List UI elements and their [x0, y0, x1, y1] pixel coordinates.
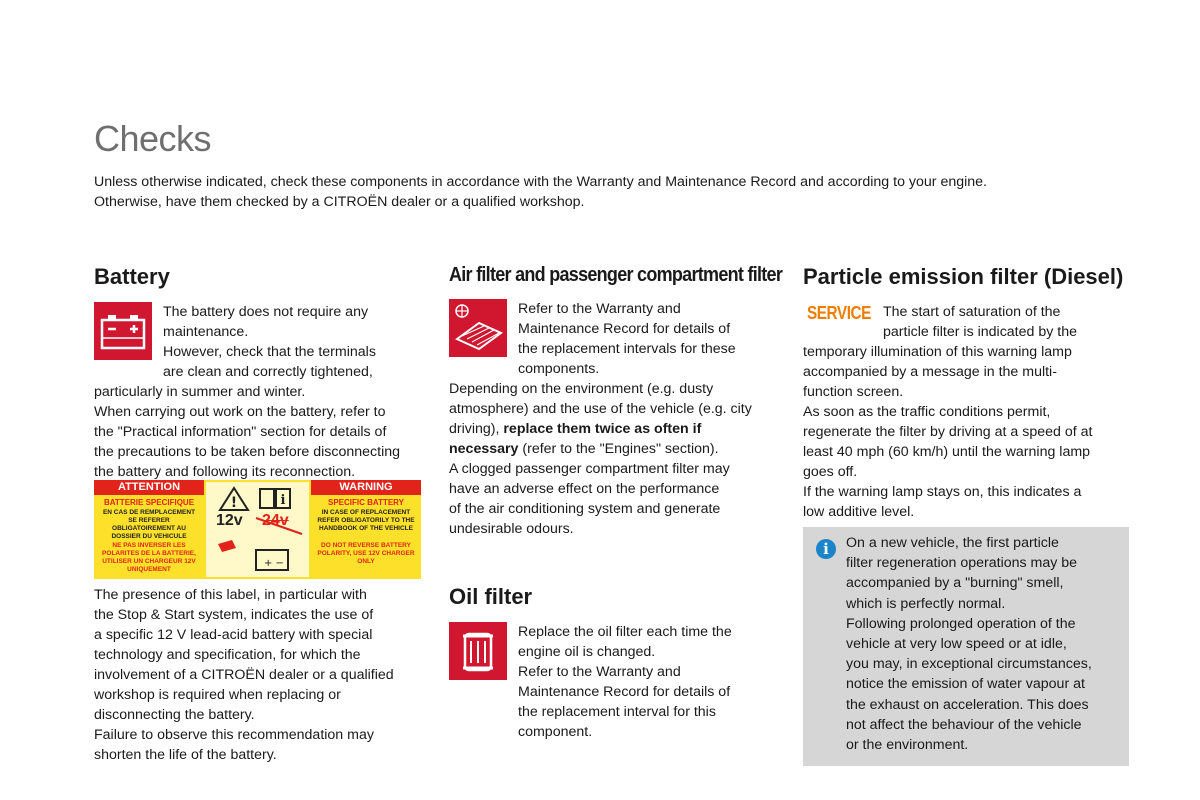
text-line: shorten the life of the battery. — [94, 747, 277, 763]
label-en-bottom: DO NOT REVERSE BATTERY POLARITY, USE 12V CHARGER ONLY — [317, 542, 415, 565]
oil-filter-icon-row — [449, 622, 779, 742]
text-line: the "Practical information" section for details of — [94, 424, 387, 440]
air-filter-icon-row — [449, 299, 779, 379]
text-line: technology and specification, for which the — [94, 647, 361, 663]
battery-warning-label — [94, 480, 421, 579]
air-filter-heading: Air filter and passenger compartment filter — [449, 264, 783, 286]
text-line: involvement of a CITROËN dealer or a qualified — [94, 667, 394, 683]
text-line: As soon as the traffic conditions permit, — [803, 404, 1051, 420]
page-title: Checks — [94, 118, 212, 159]
text-line: goes off. — [803, 464, 858, 480]
text-bold: replace them twice as often if necessary — [449, 421, 702, 457]
svg-text:!: ! — [230, 495, 238, 511]
text-line: the replacement interval for this — [518, 704, 716, 720]
text-line: On a new vehicle, the first particle — [846, 535, 1059, 551]
text-line: accompanied by a message in the multi- — [803, 364, 1057, 380]
oil-filter-icon — [449, 622, 507, 680]
text-line: least 40 mph (60 km/h) until the warning lamp — [803, 444, 1091, 460]
text-line: temporary illumination of this warning lamp — [803, 344, 1072, 360]
label-warning: WARNING — [311, 480, 421, 495]
label-12v: 12v — [216, 512, 243, 529]
label-24v: 24v — [262, 512, 289, 529]
text-line: particle filter is indicated by the — [883, 324, 1077, 340]
text-line: not affect the behaviour of the vehicle — [846, 716, 1082, 733]
text-line: If the warning lamp stays on, this indicates a — [803, 484, 1082, 500]
info-text — [846, 533, 1121, 755]
text-line: low additive level. — [803, 504, 915, 520]
text-line: Refer to the Warranty and — [518, 664, 681, 680]
text-line: The battery does not require any — [163, 304, 369, 320]
text-line: filter regeneration operations may be — [846, 555, 1078, 572]
label-pictograms — [206, 482, 309, 577]
text-line: Maintenance Record for details of — [518, 321, 731, 337]
text-line: However, check that the terminals — [163, 344, 376, 360]
text-line: a specific 12 V lead-acid battery with special — [94, 627, 373, 643]
intro-line: Otherwise, have them checked by a CITROËN dealer or a qualified workshop. — [94, 194, 585, 210]
battery-heading: Battery — [94, 264, 170, 289]
text-line: Replace the oil filter each time the — [518, 624, 732, 640]
battery-icon — [94, 302, 152, 360]
text-line: which is perfectly normal. — [846, 595, 1006, 612]
text-line: The presence of this label, in particular with — [94, 587, 367, 603]
particle-text — [803, 342, 1133, 522]
air-filter-text — [449, 379, 764, 459]
text-line: components. — [518, 361, 600, 377]
label-fr-title: BATTERIE SPECIFIQUE — [103, 498, 195, 507]
text-line: Failure to observe this recommendation may — [94, 727, 374, 743]
text-line: the replacement intervals for these — [518, 341, 736, 357]
text-line: the Stop & Start system, indicates the use of — [94, 607, 374, 623]
text-line: of the air conditioning system and generate — [449, 501, 721, 517]
service-warning-icon: SERVICE — [807, 303, 871, 323]
text-line: A clogged passenger compartment filter may — [449, 461, 730, 477]
intro-text — [94, 172, 1134, 212]
text-line: particularly in summer and winter. — [94, 384, 306, 400]
text-line: maintenance. — [163, 324, 249, 340]
text-line: have an adverse effect on the performance — [449, 481, 720, 497]
text-line: notice the emission of water vapour at — [846, 676, 1085, 693]
svg-text:+ −: + − — [264, 558, 284, 569]
text-line: workshop is required when replacing or — [94, 687, 341, 703]
oil-filter-heading: Oil filter — [449, 584, 533, 609]
particle-filter-heading: Particle emission filter (Diesel) — [803, 264, 1124, 289]
text-line: undesirable odours. — [449, 521, 574, 537]
text-line: When carrying out work on the battery, refer to — [94, 404, 386, 420]
svg-text:i: i — [280, 493, 286, 508]
text-line: the exhaust on acceleration. This does — [846, 696, 1089, 713]
text-line: the precautions to be taken before disconnecting — [94, 444, 401, 460]
air-filter-text2 — [449, 459, 779, 539]
battery-text — [94, 382, 424, 482]
label-en-title: SPECIFIC BATTERY — [327, 498, 404, 507]
particle-icon-text — [883, 302, 1133, 342]
text-line: accompanied by a "burning" smell, — [846, 575, 1064, 592]
air-filter-icon-text — [518, 299, 779, 379]
label-fr-bottom: NE PAS INVERSER LES POLARITES DE LA BATTERIE, UTILISER UN CHARGEUR 12V UNIQUEMENT — [102, 542, 196, 573]
text-line: are clean and correctly tightened, — [163, 364, 373, 380]
air-filter-section — [449, 264, 783, 539]
text-line: function screen. — [803, 384, 904, 400]
text-line: Refer to the Warranty and — [518, 301, 681, 317]
info-icon: i — [816, 539, 836, 559]
particle-icon-row — [803, 302, 1133, 342]
label-en-sub: IN CASE OF REPLACEMENT REFER OBLIGATORILY TO THE HANDBOOK OF THE VEHICLE — [317, 509, 415, 532]
text-line: disconnecting the battery. — [94, 707, 255, 723]
battery-section — [94, 264, 424, 482]
text-line: The start of saturation of the — [883, 304, 1061, 320]
text-span: Depending on the environment (e.g. dusty atmosphere) and the use of the vehicle (e.g. city driving), — [449, 381, 752, 437]
label-fr-sub: EN CAS DE REMPLACEMENT SE REFERER OBLIGATOIREMENT AU DOSSIER DU VEHICULE — [102, 509, 196, 540]
air-filter-icon — [449, 299, 507, 357]
oil-filter-section — [449, 584, 779, 742]
battery-icon-row — [94, 302, 424, 382]
text-line: component. — [518, 724, 593, 740]
text-line: you may, in exceptional circumstances, — [846, 656, 1092, 673]
label-attention: ATTENTION — [94, 480, 204, 495]
text-line: Maintenance Record for details of — [518, 684, 731, 700]
info-box — [803, 527, 1129, 766]
text-line: the battery and following its reconnection. — [94, 464, 356, 480]
intro-line: Unless otherwise indicated, check these components in accordance with the Warranty and Maintenance Record and according to your engine. — [94, 174, 988, 190]
text-span: (refer to the "Engines" section). — [518, 441, 719, 457]
oil-filter-icon-text — [518, 622, 779, 742]
battery-label-text — [94, 585, 424, 765]
text-line: engine oil is changed. — [518, 644, 656, 660]
particle-filter-section — [803, 264, 1133, 522]
text-line: or the environment. — [846, 737, 969, 754]
text-line: Following prolonged operation of the — [846, 615, 1076, 632]
text-line: regenerate the filter by driving at a speed of at — [803, 424, 1093, 440]
text-line: vehicle at very low speed or at idle, — [846, 636, 1067, 653]
battery-icon-text — [163, 302, 424, 382]
